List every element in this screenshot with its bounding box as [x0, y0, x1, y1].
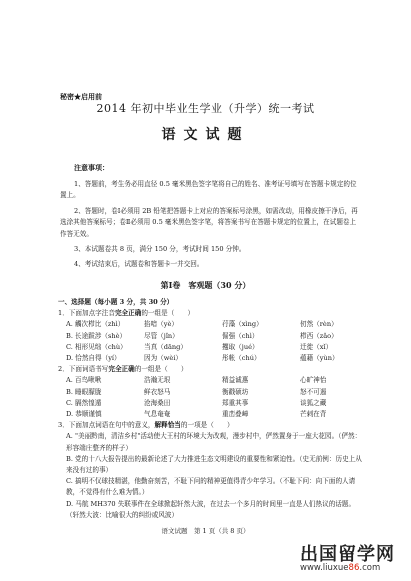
option-cell: D. 恰然自得（yí）	[66, 354, 121, 363]
option-cell: 心旷神怡	[300, 376, 327, 385]
notice-list	[60, 179, 360, 275]
part-heading: 一、选择题（每小题 3 分，共 30 分）	[58, 298, 174, 306]
option-cell: 谈狐之藏	[300, 398, 327, 407]
option-cell: 鲜衣怒马	[144, 387, 171, 396]
question-3-option-b: B. 党的十八大报告提出的最新论述了大力推进生态文明建设的重要性和紧迫性。（史无前例：历史上从来没有过的事）	[66, 454, 362, 475]
option-cell: 当真（dāng）	[144, 342, 187, 351]
question-1-stem: 1．下面加点字注音完全正确的一组是（ ）	[58, 309, 195, 318]
option-cell: D. 恭顺谨慎	[66, 410, 102, 419]
option-cell: 怒不可遏	[300, 387, 327, 396]
option-cell: B. 睡眼朦胧	[66, 387, 102, 396]
option-cell: 衡戳硕坊	[222, 387, 249, 396]
notice-item: 2、答题时，卷Ⅰ必须用 2B 铅笔把答题卡上对应的答案标号涂黑，如需改动，用橡皮擦干净后，再选涂其他答案标号；卷Ⅱ必须用 0.5 毫米黑色签字笔，将答案书写在答题卡规定的位置上，在试题卷上作答无效。	[60, 206, 358, 238]
option-cell: 沧海桑田	[144, 398, 171, 407]
option-cell: 芒刺在背	[300, 410, 327, 419]
question-1-options	[58, 319, 363, 364]
option-cell: 攫取（jué）	[222, 342, 259, 351]
questions-body	[58, 297, 363, 521]
option-cell: 蕴藉（yùn）	[300, 354, 339, 363]
confidential-label: 秘密★启用前	[60, 92, 102, 101]
question-3-option-a: A. "美丽黔南，清洁乡村"活动使大王村的环境大为改观，漫步村中，俨然置身于一座大花园。（俨然：形容端庄整齐的样子）	[66, 432, 362, 452]
option-cell: 尽管（jǐn）	[144, 331, 179, 340]
option-cell: 掐喑（yè）	[144, 320, 179, 329]
option-cell: A. 觸次栉比（zhì）	[66, 320, 125, 329]
question-3-option-d: D. 马航 MH370 失联事件在全球掀起轩然大波，在过去一个多月的时间里一直是人们热议的话题。（轩然大波：比喻很大的纠纷或风波）	[66, 499, 356, 519]
option-cell: 迁徙（xǐ）	[300, 342, 333, 351]
notice-item: 1、答题前，考生务必用直径 0.5 毫米黑色签字笔将自己的姓名、准考证号填写在答题卡规定的位置上。	[60, 180, 357, 200]
question-3-option-c: C. 搞明不仅球技精湛，他勤奋刻苦，不耻下问的精神更值得青少年学习。（不耻下问：向下面的人请教，不觉得有什么难为情。）	[66, 477, 356, 497]
option-cell: 气息奄奄	[144, 410, 171, 419]
question-2-options	[58, 375, 363, 420]
section-heading: 第Ⅰ卷 客观题（30 分）	[160, 280, 251, 290]
option-cell: B. 长途跋涉（shè）	[66, 331, 127, 340]
notice-item: 4、考试结束后，试题卷和答题卡一并交回。	[74, 260, 204, 269]
notice-item: 3、本试题卷共 8 页，满分 150 分，考试时间 150 分钟。	[74, 245, 246, 254]
watermark-brand: 出国留学网	[300, 544, 395, 565]
page-footer: 语文试题 第 1 页（共 8 页）	[161, 527, 250, 535]
option-cell: C. 膈然惶遁	[66, 398, 102, 407]
notice-heading: 注意事项：	[74, 163, 109, 172]
option-cell: 重峦叠嶂	[222, 410, 249, 419]
question-3-stem: 3．下面加点词语在句中的意义，解释恰当的一项是（ ）	[58, 421, 234, 430]
option-cell: 栉西（zǎo）	[300, 331, 338, 340]
question-2-stem: 2．下面词语书写完全正确的一组是（ ）	[58, 365, 188, 374]
option-cell: C. 相形见绌（chù）	[66, 342, 127, 351]
option-cell: 浩瀚无垠	[144, 376, 171, 385]
option-cell: 彤帐（chú）	[222, 354, 261, 363]
option-cell: 倔强（chì）	[222, 331, 259, 340]
option-cell: 因为（wèi）	[144, 354, 183, 363]
option-cell: 仞然（rèn）	[300, 320, 338, 329]
subject-title: 语文试题	[161, 127, 250, 143]
option-cell: 精益诚惠	[222, 376, 249, 385]
option-cell: A. 百鸟啾啾	[66, 376, 102, 385]
exam-title: 2014 年初中毕业生学业（升学）统一考试	[96, 102, 315, 115]
option-cell: 郑重其事	[222, 398, 249, 407]
watermark-url: www.liuxue86.com	[300, 563, 381, 573]
option-cell: 荇藻（xìng）	[222, 320, 263, 329]
